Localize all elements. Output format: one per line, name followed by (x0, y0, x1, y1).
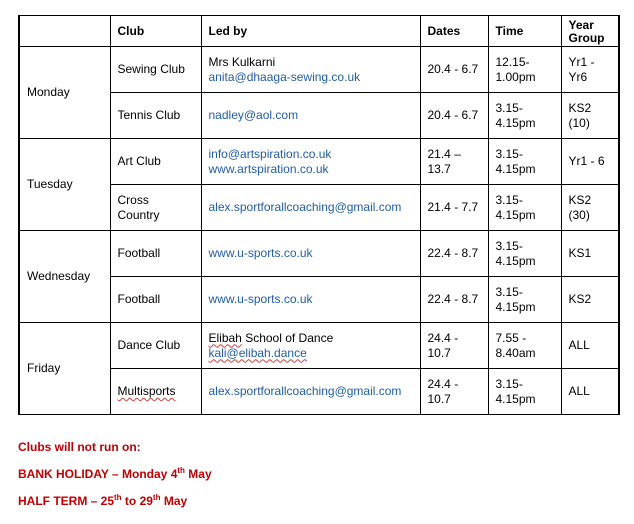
dates-cell (420, 369, 488, 415)
header-club: Club (110, 16, 201, 47)
time-line1: 3.15- (495, 284, 523, 299)
year-line1: Yr1 - (568, 54, 595, 69)
club-name (110, 369, 201, 415)
year-line1: KS2 (568, 192, 592, 207)
time-cell (488, 93, 561, 139)
time-line1: 12.15- (495, 54, 530, 69)
club-name: Sewing Club (110, 47, 201, 93)
table-row (19, 231, 619, 277)
led-by-cell (201, 93, 420, 139)
led-by-cell (201, 139, 420, 185)
header-year-line1: Year (568, 17, 594, 32)
half-term-suffix: May (160, 494, 188, 508)
time-line1: 7.55 - (495, 330, 527, 345)
year-line2: (10) (568, 115, 590, 130)
day-wednesday: Wednesday (19, 231, 110, 323)
dates-line1: 24.4 - (427, 330, 459, 345)
club-name: Tennis Club (110, 93, 201, 139)
dates-line1: 24.4 - (427, 376, 459, 391)
bank-holiday-note (18, 467, 212, 482)
time-line1: 3.15- (495, 100, 523, 115)
time-line2: 4.15pm (495, 299, 536, 314)
year-group-cell (561, 93, 619, 139)
led-by-cell (201, 231, 420, 277)
time-line2: 1.00pm (495, 69, 536, 84)
website-link[interactable]: www.u-sports.co.uk (208, 246, 313, 260)
time-line2: 4.15pm (495, 253, 536, 268)
year-line2: Yr6 (568, 69, 588, 84)
notes-heading: Clubs will not run on: (18, 440, 141, 454)
header-time: Time (488, 16, 561, 47)
dates-cell: 22.4 - 8.7 (420, 277, 488, 323)
table-row (19, 323, 619, 369)
day-tuesday: Tuesday (19, 139, 110, 231)
dates-cell: 20.4 - 6.7 (420, 93, 488, 139)
contact-link[interactable]: nadley@aol.com (208, 108, 299, 122)
time-cell (488, 231, 561, 277)
half-term-mid: to 29 (121, 494, 153, 508)
time-line2: 4.15pm (495, 207, 536, 222)
led-by-cell (201, 47, 420, 93)
half-term-text: HALF TERM – 25 (18, 494, 115, 508)
dates-line2: 13.7 (427, 161, 451, 176)
time-cell (488, 47, 561, 93)
club-name-text: Multisports (117, 384, 176, 398)
club-name: Football (110, 231, 201, 277)
led-by-cell (201, 369, 420, 415)
year-group-cell: KS1 (561, 231, 619, 277)
led-by-cell (201, 185, 420, 231)
year-group-cell: KS2 (561, 277, 619, 323)
bank-holiday-suffix: May (184, 467, 212, 481)
year-group-cell (561, 47, 619, 93)
time-line1: 3.15- (495, 192, 523, 207)
leader-name: Mrs Kulkarni (208, 54, 276, 69)
half-term-note (18, 494, 212, 509)
website-link[interactable]: www.artspiration.co.uk (208, 161, 329, 176)
header-day (19, 16, 110, 47)
club-name: Art Club (110, 139, 201, 185)
club-name (110, 185, 201, 231)
dates-cell (420, 139, 488, 185)
leader-name-prefix: Elibah (208, 330, 242, 345)
bank-holiday-sup: th (177, 466, 185, 475)
time-line1: 3.15- (495, 238, 523, 253)
year-line1: KS2 (568, 100, 592, 115)
leader-name-rest: School of Dance (241, 330, 334, 345)
dates-cell: 20.4 - 6.7 (420, 47, 488, 93)
header-led-by: Led by (201, 16, 420, 47)
time-cell (488, 323, 561, 369)
table-row (19, 139, 619, 185)
website-link[interactable]: www.u-sports.co.uk (208, 292, 313, 306)
header-year-group (561, 16, 619, 47)
year-group-cell: ALL (561, 323, 619, 369)
time-line2: 4.15pm (495, 115, 536, 130)
day-friday: Friday (19, 323, 110, 415)
time-line2: 8.40am (495, 345, 536, 360)
contact-link[interactable]: alex.sportforallcoaching@gmail.com (208, 384, 402, 398)
header-year-line2: Group (568, 30, 605, 45)
closure-notes (18, 440, 212, 521)
bank-holiday-text: BANK HOLIDAY – Monday 4 (18, 467, 178, 481)
dates-line2: 10.7 (427, 345, 451, 360)
table-row (19, 47, 619, 93)
club-line2: Country (117, 207, 160, 222)
clubs-table (18, 15, 620, 415)
led-by-cell (201, 277, 420, 323)
year-group-cell: Yr1 - 6 (561, 139, 619, 185)
contact-link[interactable]: alex.sportforallcoaching@gmail.com (208, 200, 402, 214)
leader-name (209, 331, 413, 346)
time-cell (488, 277, 561, 323)
dates-cell: 22.4 - 8.7 (420, 231, 488, 277)
year-line2: (30) (568, 207, 590, 222)
dates-line1: 21.4 – (427, 146, 461, 161)
led-by-cell (201, 323, 420, 369)
dates-line2: 10.7 (427, 391, 451, 406)
time-line1: 3.15- (495, 146, 523, 161)
year-group-cell (561, 185, 619, 231)
club-name: Football (110, 277, 201, 323)
club-name: Dance Club (110, 323, 201, 369)
time-cell (488, 139, 561, 185)
time-cell (488, 185, 561, 231)
header-dates: Dates (420, 16, 488, 47)
time-line2: 4.15pm (495, 161, 536, 176)
year-group-cell: ALL (561, 369, 619, 415)
time-line2: 4.15pm (495, 391, 536, 406)
contact-link[interactable]: info@artspiration.co.uk (208, 146, 332, 161)
half-term-sup1: th (114, 493, 122, 502)
time-cell (488, 369, 561, 415)
half-term-sup2: th (152, 493, 161, 502)
contact-link[interactable]: anita@dhaaga-sewing.co.uk (208, 69, 361, 84)
time-line1: 3.15- (495, 376, 523, 391)
contact-link[interactable]: kali@elibah.dance (208, 345, 307, 360)
dates-cell: 21.4 - 7.7 (420, 185, 488, 231)
dates-cell (420, 323, 488, 369)
day-monday: Monday (19, 47, 110, 139)
club-line1: Cross (117, 192, 149, 207)
